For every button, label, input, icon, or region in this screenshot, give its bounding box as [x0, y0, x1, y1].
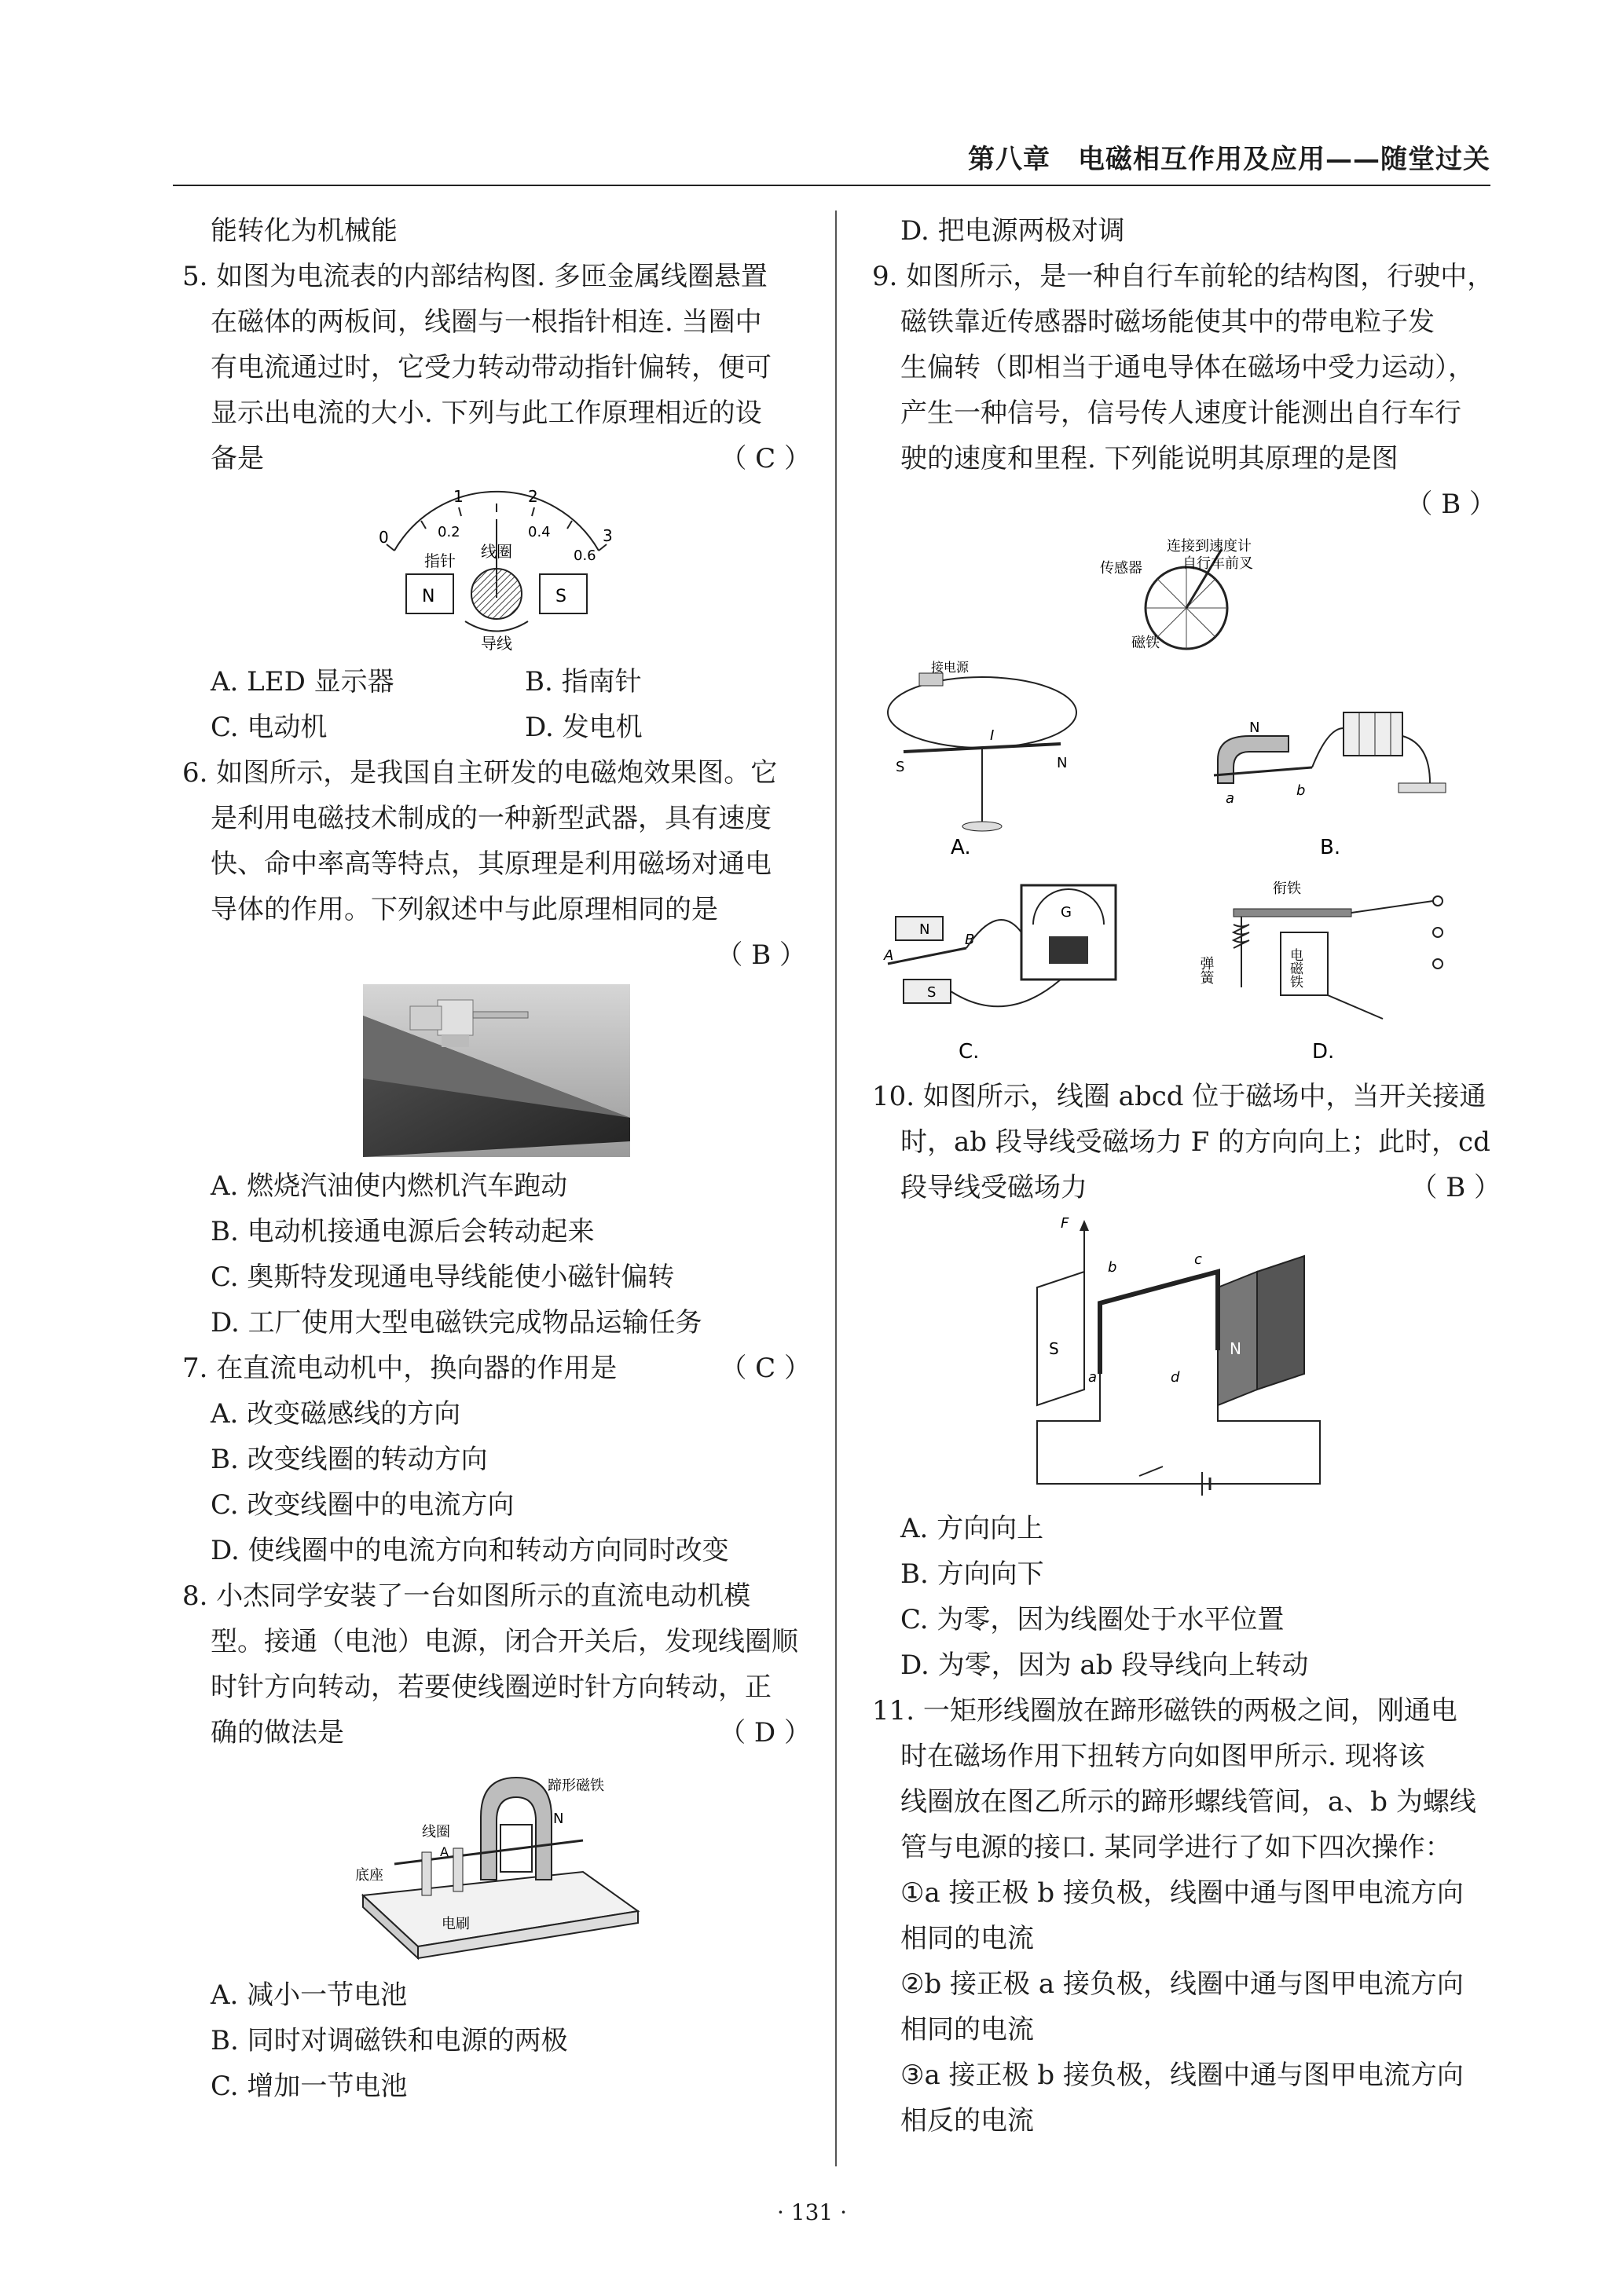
scale-label: 0.4	[528, 524, 551, 540]
q11-operation: ③a 接正极 b 接负极，线圈中通与图甲电流方向	[900, 2060, 1464, 2091]
s-pole-label: S	[1049, 1339, 1059, 1358]
carry-over-text: 能转化为机械能	[211, 215, 398, 247]
q11-line: 线圈放在图乙所示的蹄形螺线管间，a、b 为螺线	[900, 1786, 1476, 1818]
option-c-label: C.	[959, 1040, 980, 1064]
power-label: 接电源	[931, 660, 970, 675]
horseshoe-magnet-label: 蹄形磁铁	[548, 1778, 604, 1794]
question-10	[872, 1074, 1501, 1688]
s-pole-label: S	[896, 759, 905, 775]
q9-option-d-figure[interactable]	[1197, 870, 1501, 1066]
q6-line: 是利用电磁技术制成的一种新型武器，具有速度	[211, 803, 772, 834]
point-b-label: B	[965, 932, 975, 948]
point-a-label: A	[440, 1844, 449, 1859]
q5-line: 5. 如图为电流表的内部结构图. 多匝金属线圈悬置	[182, 261, 768, 292]
q10-option-b[interactable]: B. 方向向下	[900, 1558, 1044, 1590]
q10-option-a[interactable]: A. 方向向上	[900, 1513, 1044, 1544]
q5-line: 在磁体的两板间，线圈与一根指针相连. 当圈中	[211, 306, 762, 338]
sensor-label: 传感器	[1100, 560, 1142, 577]
q7-option-a[interactable]: A. 改变磁感线的方向	[211, 1398, 461, 1430]
motor-model-figure	[347, 1762, 646, 1966]
n-pole-label: N	[553, 1811, 564, 1827]
question-8	[182, 1573, 811, 2109]
q10-line: 时，ab 段导线受磁场力 F 的方向向上；此时，cd	[900, 1126, 1490, 1158]
scale-label: 0.6	[574, 547, 596, 564]
point-d-label: d	[1171, 1369, 1180, 1386]
q6-option-c[interactable]: C. 奥斯特发现通电导线能使小磁针偏转	[211, 1262, 675, 1293]
q7-answer: （ C ）	[720, 1353, 811, 1384]
q9-option-b-figure[interactable]	[1202, 665, 1501, 862]
galvanometer-label: G	[1061, 904, 1072, 921]
n-pole-label: N	[1230, 1339, 1241, 1358]
question-11	[872, 1688, 1501, 2144]
q8-line: 确的做法是	[211, 1717, 344, 1749]
q5-line: 显示出电流的大小. 下列与此工作原理相近的设	[211, 397, 762, 429]
scale-label: 0.2	[438, 524, 460, 540]
q7-option-d[interactable]: D. 使线圈中的电流方向和转动方向同时改变	[211, 1535, 729, 1566]
q11-operation: 相同的电流	[900, 2014, 1034, 2045]
q5-option-d[interactable]: D. 发电机	[525, 712, 643, 743]
q11-line: 时在磁场作用下扭转方向如图甲所示. 现将该	[900, 1741, 1425, 1772]
q6-line: 导体的作用。下列叙述中与此原理相同的是	[211, 894, 718, 925]
q10-answer: （ B ）	[1410, 1172, 1501, 1203]
ammeter-figure	[363, 488, 630, 653]
point-a-label: A	[884, 947, 894, 964]
q5-option-c[interactable]: C. 电动机	[211, 712, 328, 743]
question-9	[872, 254, 1501, 1066]
q8-option-a[interactable]: A. 减小一节电池	[211, 1979, 408, 2011]
brush-label: 电刷	[442, 1916, 470, 1932]
q9-line: 产生一种信号，信号传人速度计能测出自行车行	[900, 397, 1461, 429]
front-fork-label: 自行车前叉	[1182, 555, 1253, 572]
q9-line: 驶的速度和里程. 下列能说明其原理的是图	[900, 443, 1399, 474]
spring-label: 弹簧	[1197, 956, 1215, 984]
coil-label: 线圈	[422, 1824, 450, 1840]
armature-label: 衔铁	[1273, 881, 1301, 897]
scale-label: 3	[603, 526, 613, 545]
q6-line: 6. 如图所示，是我国自主研发的电磁炮效果图。它	[182, 757, 778, 789]
scale-label: 2	[528, 487, 538, 506]
q7-option-c[interactable]: C. 改变线圈中的电流方向	[211, 1489, 515, 1521]
q9-answer: （ B ）	[1406, 489, 1496, 520]
q7-option-b[interactable]: B. 改变线圈的转动方向	[211, 1444, 488, 1475]
q6-option-d[interactable]: D. 工厂使用大型电磁铁完成物品运输任务	[211, 1307, 702, 1338]
q6-line: 快、命中率高等特点，其原理是利用磁场对通电	[211, 848, 772, 880]
point-a-label: a	[1088, 1369, 1098, 1386]
q5-option-b[interactable]: B. 指南针	[525, 666, 642, 698]
q11-operation: ②b 接正极 a 接负极，线圈中通与图甲电流方向	[900, 1968, 1464, 2000]
point-c-label: c	[1194, 1251, 1202, 1268]
bicycle-wheel-figure	[1084, 533, 1289, 659]
left-column	[182, 208, 811, 2109]
magnet-label: 磁铁	[1131, 635, 1160, 651]
q9-line: 磁铁靠近传感器时磁场能使其中的带电粒子发	[900, 306, 1435, 338]
page-header	[173, 137, 1490, 186]
q5-line: 有电流通过时，它受力转动带动指针偏转，便可	[211, 352, 772, 383]
q10-line: 10. 如图所示，线圈 abcd 位于磁场中，当开关接通	[872, 1081, 1487, 1112]
q11-line: 管与电源的接口. 某同学进行了如下四次操作：	[900, 1832, 1452, 1863]
q9-line: 9. 如图所示，是一种自行车前轮的结构图，行驶中，	[872, 261, 1494, 292]
q10-option-c[interactable]: C. 为零，因为线圈处于水平位置	[900, 1604, 1285, 1635]
n-pole-label: N	[422, 587, 435, 606]
question-6	[182, 750, 811, 1346]
q11-operation: ①a 接正极 b 接负极，线圈中通与图甲电流方向	[900, 1877, 1464, 1909]
base-label: 底座	[355, 1867, 383, 1884]
q9-options-row	[872, 870, 1501, 1066]
coil-label: 线圈	[481, 542, 512, 561]
q8-line: 型。接通（电池）电源，闭合开关后，发现线圈顺	[211, 1626, 798, 1657]
railgun-photo	[363, 984, 630, 1157]
q7-stem: 7. 在直流电动机中，换向器的作用是	[182, 1353, 618, 1384]
q10-option-d[interactable]: D. 为零，因为 ab 段导线向上转动	[900, 1650, 1309, 1681]
n-pole-label: N	[919, 921, 930, 938]
q9-options-row	[872, 660, 1501, 862]
question-7	[182, 1346, 811, 1573]
pointer-label: 指针	[424, 551, 456, 570]
n-pole-label: N	[1057, 755, 1068, 771]
scale-label: 1	[453, 487, 464, 506]
q5-line: 备是	[211, 443, 264, 474]
q6-answer: （ B ）	[716, 939, 806, 971]
q5-options-row	[182, 705, 811, 750]
q9-option-a-figure[interactable]	[872, 660, 1155, 862]
q11-operation: 相反的电流	[900, 2105, 1034, 2137]
wire-label: 导线	[481, 634, 512, 653]
column-divider	[835, 211, 837, 2166]
scale-label: 0	[379, 528, 389, 547]
q11-operation: 相同的电流	[900, 1923, 1034, 1954]
q8-option-c[interactable]: C. 增加一节电池	[211, 2071, 408, 2102]
q6-option-b[interactable]: B. 电动机接通电源后会转动起来	[211, 1216, 595, 1247]
q8-answer: （ D ）	[719, 1717, 811, 1749]
page-number: · 131 ·	[776, 2199, 848, 2225]
q9-option-c-figure[interactable]	[872, 870, 1155, 1066]
right-column	[872, 208, 1501, 2144]
speedometer-link-label: 连接到速度计	[1167, 538, 1252, 555]
s-pole-label: S	[555, 587, 566, 606]
current-label: I	[990, 727, 995, 744]
electromagnet-label: 电磁铁	[1287, 948, 1303, 988]
q9-line: 生偏转（即相当于通电导体在磁场中受力运动），	[900, 352, 1475, 383]
point-b-label: b	[1108, 1259, 1117, 1276]
q8-line: 时针方向转动，若要使线圈逆时针方向转动，正	[211, 1672, 772, 1703]
q5-option-a[interactable]: A. LED 显示器	[211, 666, 394, 698]
force-label: F	[1061, 1215, 1069, 1232]
carry-over-option[interactable]: D. 把电源两极对调	[900, 215, 1125, 247]
n-pole-label: N	[1249, 720, 1260, 736]
q11-line: 11. 一矩形线圈放在蹄形磁铁的两极之间，刚通电	[872, 1695, 1457, 1727]
q5-answer: （ C ）	[720, 443, 811, 474]
q8-line: 8. 小杰同学安装了一台如图所示的直流电动机模	[182, 1580, 751, 1612]
s-pole-label: S	[927, 984, 937, 1001]
q10-line: 段导线受磁场力	[900, 1172, 1087, 1203]
option-d-label: D.	[1312, 1040, 1335, 1064]
question-5	[182, 254, 811, 750]
option-a-label: A.	[951, 836, 971, 859]
chapter-title: 第八章 电磁相互作用及应用——随堂过关	[968, 144, 1490, 175]
q8-option-b[interactable]: B. 同时对调磁铁和电源的两极	[211, 2025, 568, 2056]
coil-in-field-figure	[1021, 1217, 1351, 1500]
point-a-label: a	[1226, 790, 1235, 807]
point-b-label: b	[1296, 782, 1306, 799]
q5-options-row	[182, 659, 811, 705]
option-b-label: B.	[1320, 836, 1341, 859]
q6-option-a[interactable]: A. 燃烧汽油使内燃机汽车跑动	[211, 1170, 568, 1202]
